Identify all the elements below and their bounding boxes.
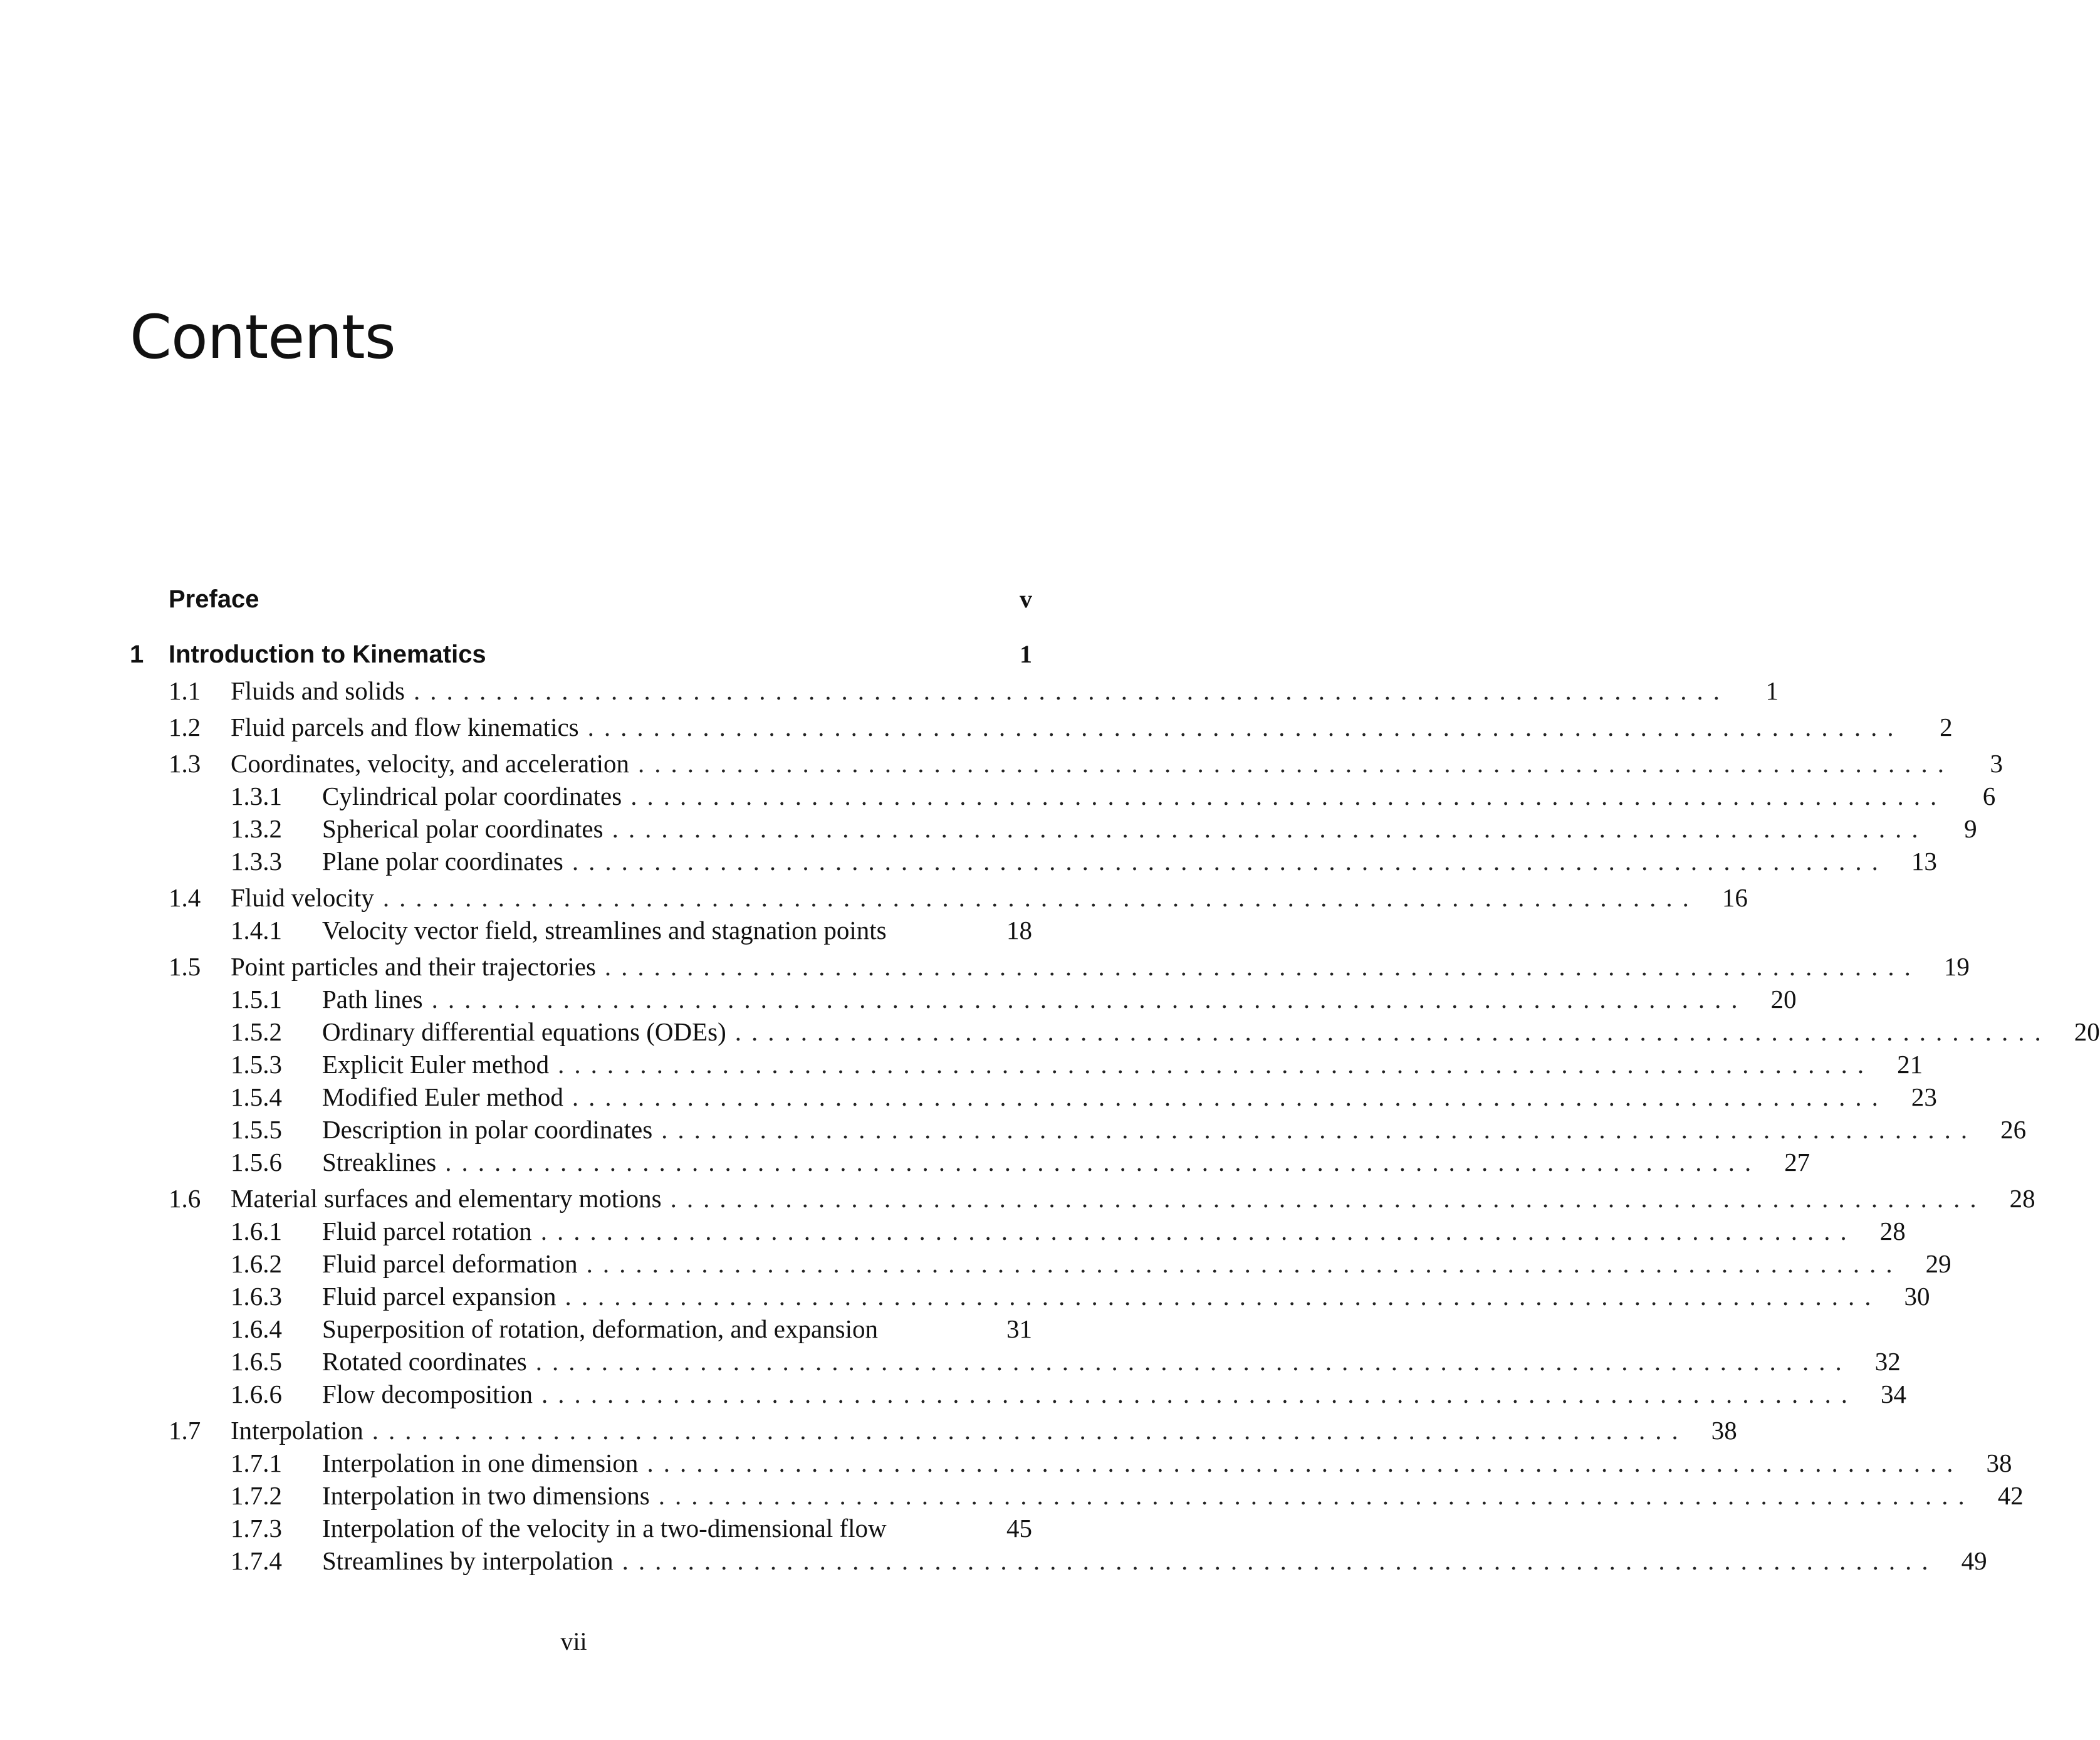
toc-entry-number: 1.5.1: [231, 985, 282, 1014]
toc-entry-title: Interpolation in one dimension: [322, 1449, 639, 1477]
toc-entry-title: Streamlines by interpolation: [322, 1546, 614, 1575]
toc-entry[interactable]: [130, 845, 1937, 878]
dot-leader: ................................................................................: [586, 1249, 1903, 1278]
toc-entry-number: 1.5.4: [231, 1082, 282, 1111]
dot-leader: ................................................................................: [734, 1017, 2051, 1046]
dot-leader: ................................................................................: [622, 1546, 1938, 1575]
toc-entry[interactable]: [130, 1512, 1032, 1544]
toc-entry[interactable]: [130, 950, 1970, 983]
toc-entry-number: 1.5.2: [231, 1017, 282, 1046]
toc-entry-title: Description in polar coordinates: [322, 1115, 653, 1144]
toc-entry-number: 1.5.5: [231, 1115, 282, 1144]
toc-entry-number: 1.7.2: [231, 1481, 282, 1510]
toc-entry-page: 21: [1897, 1050, 1923, 1079]
toc-entry-number: 1.3: [169, 749, 201, 778]
toc-entry-page: 26: [2000, 1115, 2027, 1144]
toc-entry-page: 32: [1874, 1347, 1901, 1376]
toc-entry[interactable]: [130, 1378, 1906, 1410]
toc-entry[interactable]: [130, 1081, 1937, 1113]
dot-leader: ................................................................................: [647, 1449, 1963, 1477]
dot-leader: ................................................................................: [587, 713, 1904, 742]
toc-entry-number: 1: [130, 641, 144, 668]
toc-entry-title: Explicit Euler method: [322, 1050, 550, 1079]
toc-entry-page: 20: [2074, 1017, 2100, 1046]
dot-leader: ................................................................................: [612, 814, 1928, 843]
toc-entry-page: 29: [1925, 1249, 1951, 1278]
dot-leader: ................................................................................: [572, 847, 1888, 876]
toc-entry-page: 3: [1990, 749, 2003, 778]
toc-entry[interactable]: [130, 914, 1032, 946]
toc-entry-number: 1.6.1: [231, 1217, 282, 1245]
toc-entry-number: 1.4: [169, 883, 201, 912]
toc-entry[interactable]: [130, 1479, 2024, 1512]
toc-entry-title: Fluid velocity: [231, 883, 374, 912]
toc-entry-page: 23: [1911, 1082, 1937, 1111]
toc-entry-title: Interpolation of the velocity in a two-dimensional flow: [322, 1514, 887, 1543]
toc-entry-number: 1.3.1: [231, 782, 282, 810]
toc-entry-title: Fluid parcel deformation: [322, 1249, 578, 1278]
toc-entry-number: 1.5.6: [231, 1148, 282, 1177]
toc-entry-title: Spherical polar coordinates: [322, 814, 603, 843]
toc-entry[interactable]: [130, 1313, 1032, 1345]
dot-leader: ................................................................................: [565, 1282, 1881, 1311]
toc-entry[interactable]: [130, 1345, 1901, 1378]
toc-entry-title: Preface: [169, 585, 259, 613]
toc-entry-title: Introduction to Kinematics: [169, 641, 486, 668]
toc-entry-title: Superposition of rotation, deformation, and expansion: [322, 1314, 879, 1343]
dot-leader: ................................................................................: [558, 1050, 1874, 1079]
toc-entry-page: 38: [1986, 1449, 2012, 1477]
dot-leader: ................................................................................: [661, 1115, 1978, 1144]
toc-entry[interactable]: [130, 1414, 1737, 1447]
dot-leader: ................................................................................: [413, 676, 1730, 705]
toc-entry-title: Interpolation: [231, 1416, 363, 1445]
toc-entry[interactable]: [130, 674, 1779, 707]
toc-entry-number: 1.4.1: [231, 916, 282, 945]
toc-entry-page: 45: [1006, 1514, 1032, 1543]
toc-entry-page: 28: [1879, 1217, 1906, 1245]
toc-entry[interactable]: [130, 1280, 1930, 1313]
toc-entry-title: Flow decomposition: [322, 1380, 533, 1408]
toc-entry-number: 1.6.6: [231, 1380, 282, 1408]
toc-entry-page: 20: [1770, 985, 1797, 1014]
dot-leader: ................................................................................: [604, 952, 1921, 981]
toc-entry-title: Ordinary differential equations (ODEs): [322, 1017, 726, 1046]
toc-entry-number: 1.3.3: [231, 847, 282, 876]
dot-leader: ................................................................................: [535, 1347, 1852, 1376]
toc-entry[interactable]: [130, 983, 1797, 1015]
toc-entry[interactable]: [130, 1544, 1987, 1577]
toc-entry-page: 31: [1006, 1314, 1032, 1343]
toc-entry-number: 1.6.3: [231, 1282, 282, 1311]
toc-entry[interactable]: [130, 583, 1032, 616]
toc-entry[interactable]: [130, 780, 1996, 812]
toc-entry-number: 1.5.3: [231, 1050, 282, 1079]
toc-entry-number: 1.7.1: [231, 1449, 282, 1477]
toc-entry-title: Interpolation in two dimensions: [322, 1481, 650, 1510]
toc-entry-title: Coordinates, velocity, and acceleration: [231, 749, 630, 778]
dot-leader: ................................................................................: [445, 1148, 1762, 1177]
dot-leader: ................................................................................: [630, 782, 1947, 810]
dot-leader: ................................................................................: [540, 1217, 1857, 1245]
toc-entry[interactable]: [130, 881, 1748, 914]
toc-entry[interactable]: [130, 1182, 2035, 1215]
toc-entry-title: Point particles and their trajectories: [231, 952, 596, 981]
toc-entry-title: Plane polar coordinates: [322, 847, 563, 876]
toc-entry-number: 1.3.2: [231, 814, 282, 843]
dot-leader: ................................................................................: [572, 1082, 1888, 1111]
toc-entry-number: 1.7.3: [231, 1514, 282, 1543]
toc-entry-page: 9: [1964, 814, 1977, 843]
toc-entry[interactable]: [130, 711, 1953, 743]
toc-entry-title: Path lines: [322, 985, 423, 1014]
dot-leader: ................................................................................: [431, 985, 1748, 1014]
toc-entry-number: 1.6.4: [231, 1314, 282, 1343]
toc-entry-page: 30: [1904, 1282, 1930, 1311]
toc-entry-page: 1: [1765, 676, 1779, 705]
toc-entry-page: 18: [1006, 916, 1032, 945]
toc-entry-number: 1.6.2: [231, 1249, 282, 1278]
toc-entry-number: 1.1: [169, 676, 201, 705]
toc-entry-number: 1.6: [169, 1184, 201, 1213]
dot-leader: ................................................................................: [372, 1416, 1688, 1445]
toc-entry-number: 1.7: [169, 1416, 201, 1445]
toc-entry-title: Fluid parcel rotation: [322, 1217, 532, 1245]
toc-entry-title: Modified Euler method: [322, 1082, 563, 1111]
dot-leader: ................................................................................: [638, 749, 1955, 778]
dot-leader: ................................................................................: [541, 1380, 1857, 1408]
toc-entry[interactable]: [130, 1048, 1923, 1081]
dot-leader: ................................................................................: [670, 1184, 1987, 1213]
page-folio: vii: [560, 1627, 587, 1655]
toc-entry-page: 34: [1880, 1380, 1906, 1408]
toc-entry-number: 1.7.4: [231, 1546, 282, 1575]
toc-entry-page: 6: [1982, 782, 1996, 810]
toc-entry[interactable]: [130, 1015, 2100, 1048]
toc-entry-number: 1.5: [169, 952, 201, 981]
toc-entry-title: Material surfaces and elementary motions: [231, 1184, 662, 1213]
toc-entry[interactable]: [130, 638, 1032, 671]
toc-entry[interactable]: [130, 747, 2003, 780]
dot-leader: ................................................................................: [658, 1481, 1975, 1510]
page-title: Contents: [130, 302, 395, 372]
toc-entry-page: 16: [1721, 883, 1748, 912]
toc-entry-page: v: [1020, 585, 1032, 613]
toc-entry-title: Fluid parcels and flow kinematics: [231, 713, 579, 742]
toc-list: [130, 583, 2100, 1577]
toc-entry-number: 1.2: [169, 713, 201, 742]
toc-entry-page: 2: [1940, 713, 1953, 742]
toc-entry-page: 27: [1784, 1148, 1810, 1177]
toc-entry-title: Fluids and solids: [231, 676, 405, 705]
toc-entry-page: 42: [1997, 1481, 2024, 1510]
toc-entry-title: Rotated coordinates: [322, 1347, 527, 1376]
toc-entry-title: Cylindrical polar coordinates: [322, 782, 622, 810]
toc-entry[interactable]: [130, 1247, 1951, 1280]
toc-entry[interactable]: [130, 1146, 1810, 1178]
toc-entry-page: 1: [1020, 640, 1032, 668]
toc-entry-title: Velocity vector field, streamlines and stagnation points: [322, 916, 887, 945]
toc-entry-title: Streaklines: [322, 1148, 437, 1177]
toc-entry[interactable]: [130, 1215, 1906, 1247]
toc-entry-page: 13: [1911, 847, 1937, 876]
toc-entry-page: 38: [1711, 1416, 1737, 1445]
toc-entry-page: 19: [1943, 952, 1970, 981]
toc-entry-page: 49: [1961, 1546, 1987, 1575]
toc-entry-title: Fluid parcel expansion: [322, 1282, 556, 1311]
toc-entry-number: 1.6.5: [231, 1347, 282, 1376]
toc-entry[interactable]: [130, 812, 1977, 845]
toc-entry-page: 28: [2009, 1184, 2035, 1213]
toc-entry[interactable]: [130, 1113, 2027, 1146]
toc-entry[interactable]: [130, 1447, 2012, 1479]
dot-leader: ................................................................................: [382, 883, 1699, 912]
